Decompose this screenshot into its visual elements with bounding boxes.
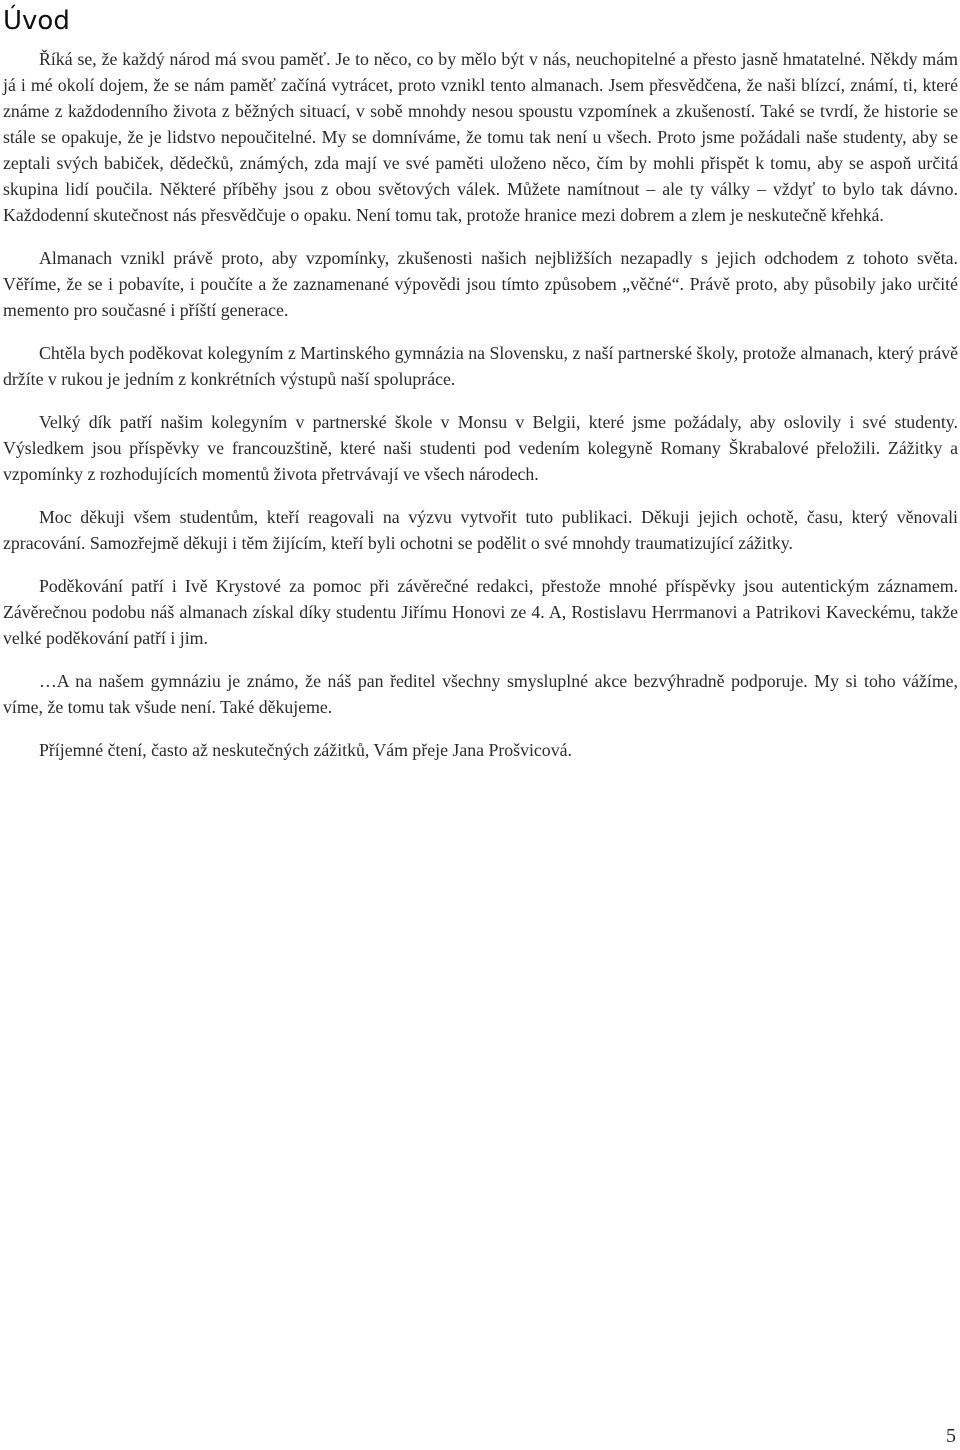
paragraph-thanks-slovakia: Chtěla bych poděkovat kolegyním z Martinského gymnázia na Slovensku, z naší partnerské školy, protože almanach, který právě držíte v rukou je jedním z konkrétních výstupů naší spolupráce. [3, 343, 958, 389]
body-text [3, 46, 958, 780]
paragraph-intro: Říká se, že každý národ má svou paměť. Je to něco, co by mělo být v nás, neuchopitelné a přesto jasně hmatatelné. Někdy mám já i mé okolí dojem, že se nám paměť začíná vytrácet, proto vznikl tento almanach. Jsem přesvědčena, že naši blízcí, známí, ti, které známe z každodenního života z běžných situací, v sobě mnohdy nesou spoustu vzpomínek a zkušeností. Také se tvrdí, že historie se stále se opakuje, že je lidstvo nepoučitelné. My se domníváme, že tomu tak není u všech. Proto jsme požádali naše studenty, aby se zeptali svých babiček, dědečků, známých, zda mají ve své paměti uloženo něco, čím by mohli přispět k tomu, aby se aspoň určitá skupina lidí poučila. Některé příběhy jsou z obou světových válek. Můžete namítnout – ale ty války – vždyť to bylo tak dávno. Každodenní skutečnost nás přesvědčuje o opaku. Není tomu tak, protože hranice mezi dobrem a zlem je neskutečně křehká. [3, 49, 958, 225]
paragraph-thanks-students: Moc děkuji všem studentům, kteří reagovali na výzvu vytvořit tuto publikaci. Děkuji jejich ochotě, času, který věnovali zpracování. Samozřejmě děkuji i těm žijícím, kteří byli ochotni se podělit o své mnohdy traumatizující zážitky. [3, 507, 958, 553]
page-title: Úvod [3, 6, 70, 36]
paragraph-almanac-purpose: Almanach vznikl právě proto, aby vzpomínky, zkušenosti našich nejbližších nezapadly s jejich odchodem z tohoto světa. Věříme, že se i pobavíte, i poučíte a že zaznamenané výpovědi jsou tímto způsobem „věčné“. Právě proto, aby působily jako určité memento pro současné i příští generace. [3, 248, 958, 320]
page-number: 5 [946, 1425, 956, 1447]
paragraph-thanks-belgium: Velký dík patří našim kolegyním v partnerské škole v Monsu v Belgii, které jsme požádaly, aby oslovily i své studenty. Výsledkem jsou příspěvky ve francouzštině, které naši studenti pod vedením kolegyně Romany Škrabalové přeložili. Zážitky a vzpomínky z rozhodujících momentů života přetrvávají ve všech národech. [3, 412, 958, 484]
paragraph-thanks-editors: Poděkování patří i Ivě Krystové za pomoc při závěrečné redakci, přestože mnohé příspěvky jsou autentickým záznamem. Závěrečnou podobu náš almanach získal díky studentu Jiřímu Honovi ze 4. A, Rostislavu Herrmanovi a Patrikovi Kaveckému, takže velké poděkování patří i jim. [3, 576, 958, 648]
paragraph-thanks-director: …A na našem gymnáziu je známo, že náš pan ředitel všechny smysluplné akce bezvýhradně podporuje. My si toho vážíme, víme, že tomu tak všude není. Také děkujeme. [3, 671, 958, 717]
paragraph-closing: Příjemné čtení, často až neskutečných zážitků, Vám přeje Jana Prošvicová. [39, 740, 572, 760]
